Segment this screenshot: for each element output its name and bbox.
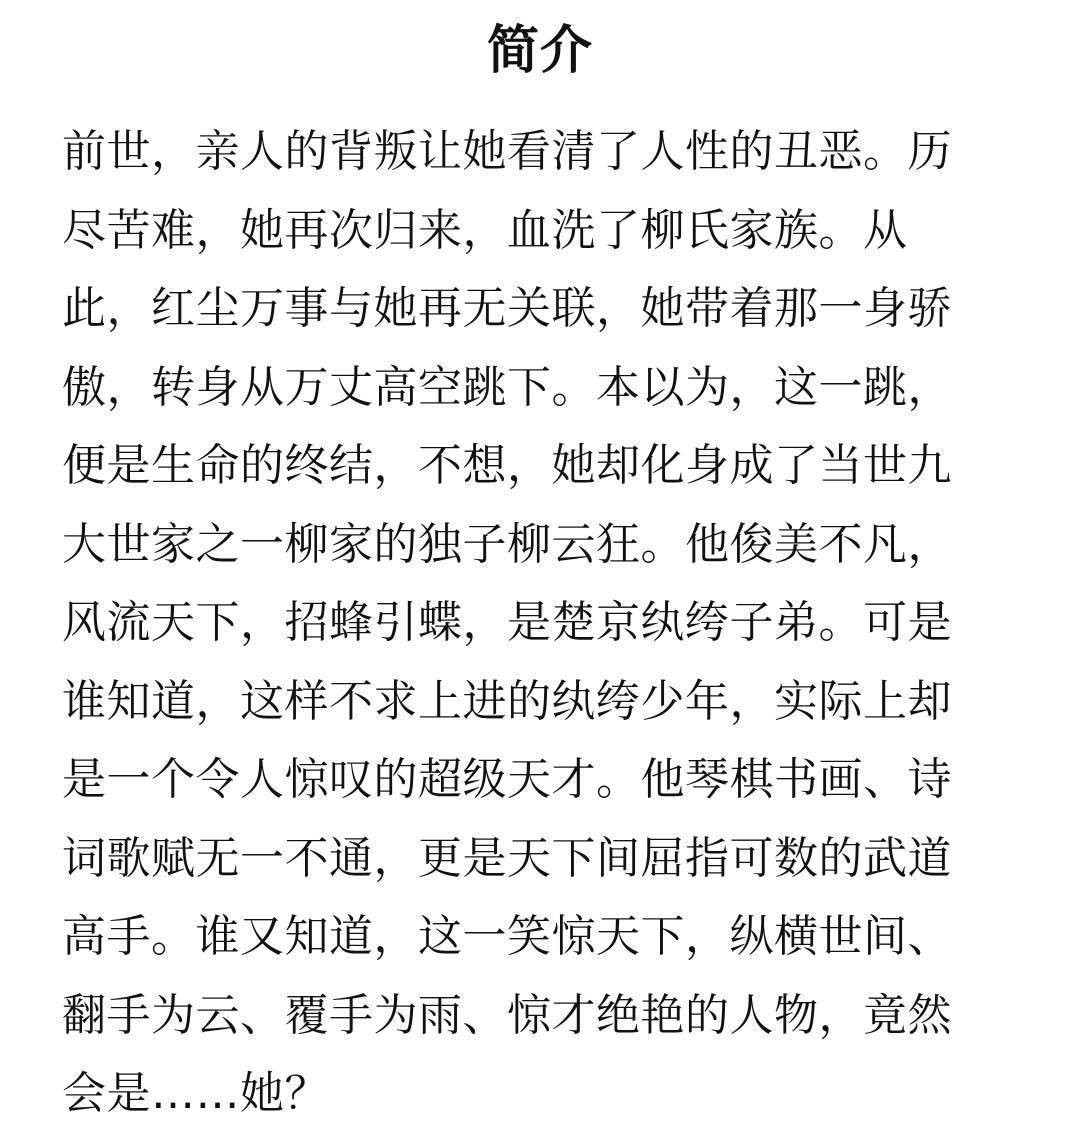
text-line: 前世，亲人的背叛让她看清了人性的丑恶。历 (62, 126, 952, 177)
text-line: 风流天下，招蜂引蝶，是楚京纨绔子弟。可是 (62, 597, 952, 648)
page-title: 简介 (486, 21, 593, 81)
text-line: 大世家之一柳家的独子柳云狂。他俊美不凡， (62, 518, 952, 570)
text-line: 翻手为云、覆手为雨、惊才绝艳的人物，竟然 (62, 989, 952, 1041)
text-line: 是一个令人惊叹的超级天才。他琴棋书画、诗 (62, 754, 952, 805)
text-line: 尽苦难，她再次归来，血洗了柳氏家族。从 (62, 204, 908, 256)
text-line: 便是生命的终结，不想，她却化身成了当世九 (62, 440, 952, 491)
synopsis-text (62, 113, 1032, 1134)
text-line: 谁知道，这样不求上进的纨绔少年，实际上却 (62, 675, 952, 727)
text-line: 此，红尘万事与她再无关联，她带着那一身骄 (62, 283, 952, 334)
text-line: 会是……她？ (62, 1068, 329, 1119)
text-line: 词歌赋无一不通，更是天下间屈指可数的武道 (62, 832, 952, 884)
text-line: 高手。谁又知道，这一笑惊天下，纵横世间、 (62, 911, 952, 962)
text-line: 傲，转身从万丈高空跳下。本以为，这一跳， (62, 361, 952, 413)
